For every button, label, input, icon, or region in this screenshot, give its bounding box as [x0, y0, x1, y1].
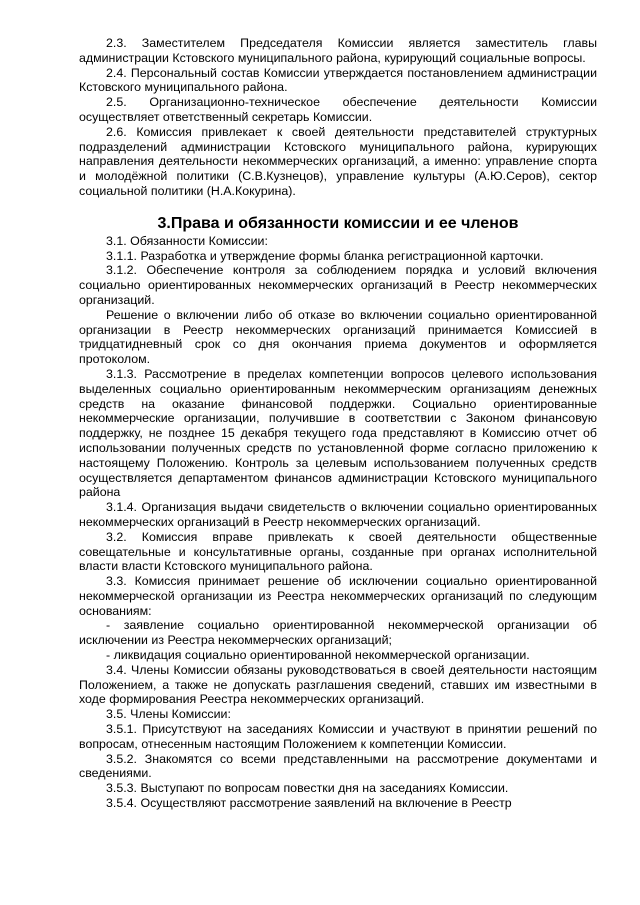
paragraph-3-4: 3.4. Члены Комиссии обязаны руководствоваться в своей деятельности настоящим Положением, а также не допускать разглашения сведений, ставших им известными в ходе формирования Реестра некоммерческих организаций. — [79, 662, 597, 707]
paragraph-3-5-4: 3.5.4. Осуществляют рассмотрение заявлений на включение в Реестр — [106, 796, 512, 811]
paragraph-3-1: 3.1. Обязанности Комиссии: — [106, 233, 268, 248]
paragraph-3-5-1: 3.5.1. Присутствуют на заседаниях Комиссии и участвуют в принятии решений по вопросам, отнесенным настоящим Положением к компетенции Комиссии. — [79, 722, 597, 751]
list-item-liquidation: - ликвидация социально ориентированной некоммерческой организации. — [106, 648, 530, 663]
section-3-heading: 3.Права и обязанности комиссии и ее членов — [157, 214, 519, 232]
paragraph-3-5: 3.5. Члены Комиссии: — [106, 707, 231, 722]
paragraph-3-5-3: 3.5.3. Выступают по вопросам повестки дня на заседаниях Комиссии. — [106, 781, 509, 796]
paragraph-3-3: 3.3. Комиссия принимает решение об исключении социально ориентированной некоммерческой организации из Реестра некоммерческих организаций по следующим основаниям: — [79, 574, 597, 618]
list-item-application: - заявление социально ориентированной некоммерческой организации об исключении из Реестра некоммерческих организаций; — [79, 618, 597, 648]
paragraph-2-4: 2.4. Персональный состав Комиссии утверждается постановлением администрации Кстовского муниципального района. — [79, 65, 597, 95]
paragraph-3-2: 3.2. Комиссия вправе привлекать к своей деятельности общественные совещательные и консультативные органы, созданные при органах исполнительной власти власти Кстовского муниципального района. — [79, 529, 597, 574]
paragraph-3-1-1: 3.1.1. Разработка и утверждение формы бланка регистрационной карточки. — [106, 248, 544, 263]
paragraph-3-1-4: 3.1.4. Организация выдачи свидетельств о включении социально ориентированных некоммерческих организаций в Реестр некоммерческих организаций. — [79, 500, 597, 529]
paragraph-2-6: 2.6. Комиссия привлекает к своей деятельности представителей структурных подразделений администрации Кстовского муниципального района, курирующих направления деятельности некоммерческих организаций, а именно: управление спорта и молодёжной политики (С.В.Кузнецов), управление культуры (А.Ю.Серов), сектор социальной политики (Н.А.Кокурина). — [79, 124, 597, 198]
paragraph-2-5: 2.5. Организационно-техническое обеспечение деятельности Комиссии осуществляет ответственный секретарь Комиссии. — [79, 95, 597, 124]
paragraph-decision: Решение о включении либо об отказе во включении социально ориентированной организации в Реестр некоммерческих организаций принимается Комиссией в тридцатидневный срок со дня окончания приема документов и оформляется протоколом. — [79, 307, 597, 367]
paragraph-3-1-3: 3.1.3. Рассмотрение в пределах компетенции вопросов целевого использования выделенных социально ориентированным некоммерческим организациям денежных средств на оказание финансовой поддержки. Социально ориентированные некоммерческие организации, получившие в соответствии с Законом финансовую поддержку, не позднее 15 декабря текущего года представляют в Комиссию отчет об использовании полученных средств по установленной форме согласно приложению к настоящему Положению. Контроль за целевым использованием полученных средств осуществляется департаментом финансов администрации Кстовского муниципального района — [79, 366, 597, 500]
paragraph-2-3: 2.3. Заместителем Председателя Комиссии является заместитель главы администрации Кстовского муниципального района, курирующий социальные вопросы. — [79, 36, 597, 65]
paragraph-3-5-2: 3.5.2. Знакомятся со всеми представленными на рассмотрение документами и сведениями. — [79, 751, 597, 781]
paragraph-3-1-2: 3.1.2. Обеспечение контроля за соблюдением порядка и условий включения социально ориентированных некоммерческих организаций в Реестр некоммерческих организаций. — [79, 263, 597, 307]
document-page — [79, 36, 597, 811]
